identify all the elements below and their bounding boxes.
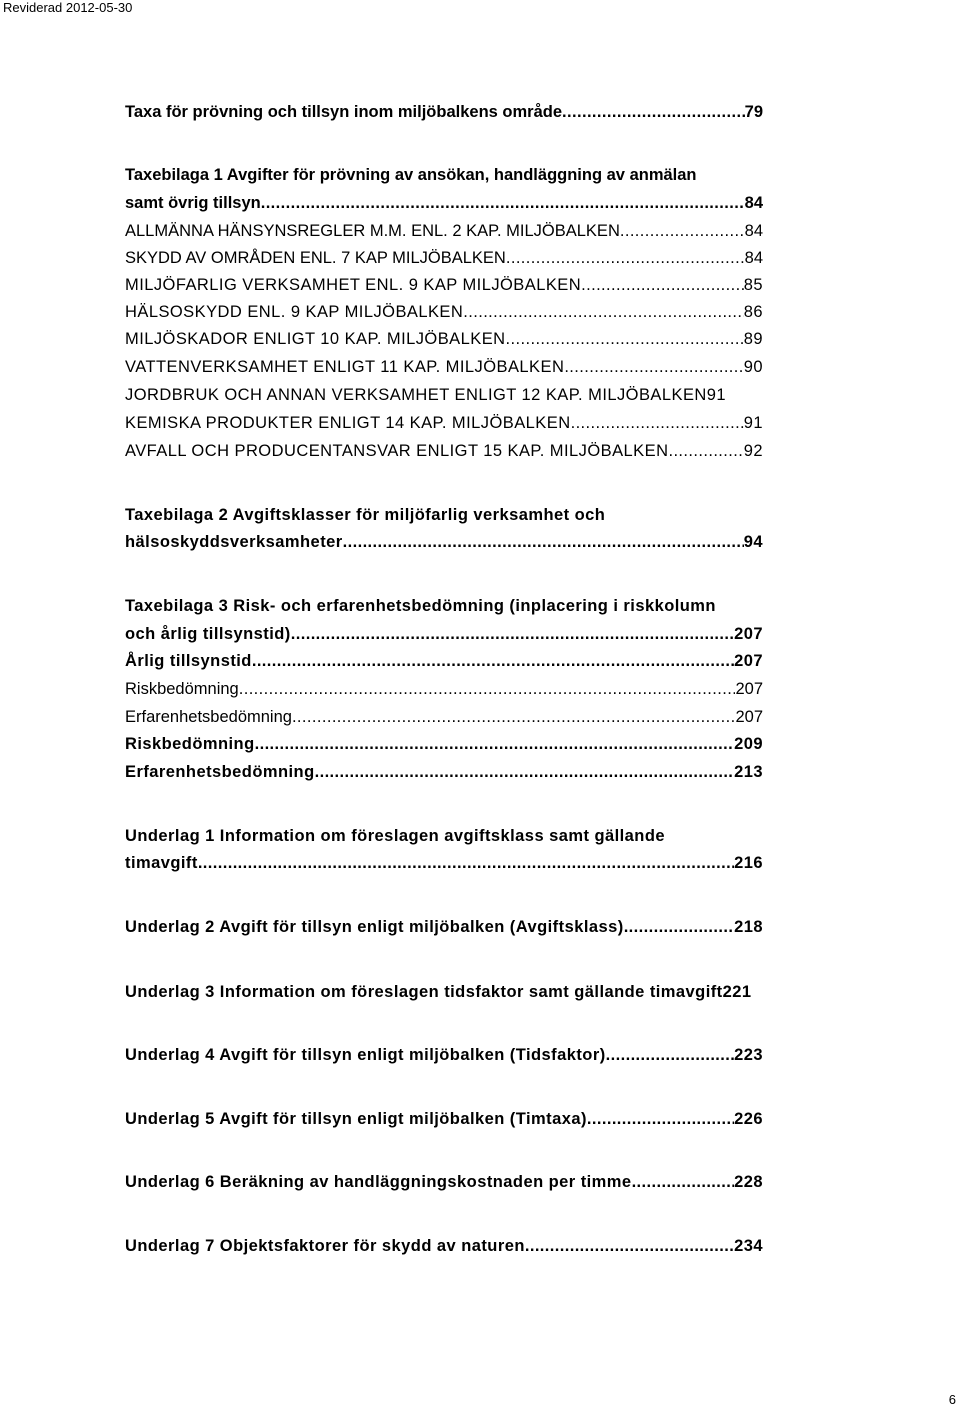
page-number: 6 — [948, 1392, 956, 1407]
toc-entry-page: 86 — [743, 303, 763, 321]
toc-leader — [255, 731, 735, 757]
toc-entry — [125, 190, 763, 216]
toc-leader — [562, 99, 745, 125]
toc-entry-page: 94 — [743, 533, 763, 551]
toc-entry — [125, 914, 763, 940]
toc-entry-page: 85 — [743, 276, 763, 294]
toc-entry — [125, 731, 763, 757]
toc-entry-line: Taxebilaga 2 Avgiftsklasser för miljöfarlig verksamhet och — [125, 506, 606, 524]
toc-entry-page: 207 — [735, 708, 763, 726]
toc-entry-title: Taxa för prövning och tillsyn inom miljöbalkens område — [125, 103, 563, 121]
toc-entry — [125, 1042, 763, 1068]
toc-entry — [125, 529, 763, 555]
toc-entry-title: Underlag 4 Avgift för tillsyn enligt miljöbalken (Tidsfaktor) — [125, 1046, 606, 1064]
toc-entry-page: 207 — [735, 680, 763, 698]
toc-entry-title: HÄLSOSKYDD ENL. 9 KAP MILJÖBALKEN — [125, 303, 464, 321]
toc-entry — [125, 1169, 763, 1195]
toc-entry-title: Erfarenhetsbedömning — [125, 708, 292, 726]
toc-leader — [292, 704, 736, 730]
toc-entry — [125, 676, 763, 702]
toc-leader — [252, 648, 734, 674]
toc-entry — [125, 245, 763, 271]
toc-entry-title: Årlig tillsynstid — [125, 652, 252, 670]
toc-entry-line: Taxebilaga 3 Risk- och erfarenhetsbedömning (inplacering i riskkolumn — [125, 597, 716, 615]
toc-leader — [632, 1169, 735, 1195]
toc-entry-page: 84 — [744, 222, 763, 240]
toc-entry-page: 79 — [744, 103, 763, 121]
toc-entry — [125, 1106, 763, 1132]
toc-entry-page: 91 — [743, 414, 763, 432]
toc-entry-page: 209 — [734, 735, 763, 753]
toc-entry-title: KEMISKA PRODUKTER ENLIGT 14 KAP. MILJÖBALKEN — [125, 414, 571, 432]
toc-leader — [506, 245, 745, 271]
toc-entry-title: Erfarenhetsbedömning — [125, 763, 315, 781]
toc-entry-title: Underlag 6 Beräkning av handläggningskostnaden per timme — [125, 1173, 632, 1191]
toc-entry-title: MILJÖSKADOR ENLIGT 10 KAP. MILJÖBALKEN — [125, 330, 506, 348]
toc-entry-title: Underlag 7 Objektsfaktorer för skydd av naturen — [125, 1237, 525, 1255]
toc-leader — [315, 759, 735, 785]
toc-leader — [581, 272, 744, 298]
toc-entry-line: Taxebilaga 1 Avgifter för prövning av ansökan, handläggning av anmälan — [125, 166, 697, 184]
toc-leader — [291, 621, 734, 647]
toc-entry-page: 92 — [743, 442, 763, 460]
toc-leader — [620, 218, 745, 244]
toc-leader — [239, 676, 736, 702]
toc-entry-title: Riskbedömning — [125, 680, 239, 698]
toc-entry-page: 223 — [734, 1046, 763, 1064]
toc-leader — [571, 410, 744, 436]
toc-leader — [343, 529, 744, 555]
toc-entry-page: 207 — [734, 652, 763, 670]
toc-leader — [506, 326, 744, 352]
toc-leader — [261, 190, 745, 216]
toc-entry — [125, 438, 763, 464]
toc-leader — [624, 914, 734, 940]
toc-entry-title: AVFALL OCH PRODUCENTANSVAR ENLIGT 15 KAP. MILJÖBALKEN — [125, 442, 669, 460]
toc-entry-page: 234 — [734, 1237, 763, 1255]
toc-entry-line: Underlag 1 Information om föreslagen avgiftsklass samt gällande — [125, 827, 665, 845]
toc-entry — [125, 621, 763, 647]
toc-leader — [463, 299, 743, 325]
toc-entry — [125, 326, 763, 352]
toc-leader — [525, 1233, 734, 1259]
toc-entry-title: Underlag 5 Avgift för tillsyn enligt miljöbalken (Timtaxa) — [125, 1110, 587, 1128]
toc-entry-title: samt övrig tillsyn — [125, 194, 261, 212]
toc-entry-page: 216 — [734, 854, 763, 872]
toc-leader — [606, 1042, 734, 1068]
toc-leader — [564, 354, 743, 380]
toc-entry — [125, 99, 763, 125]
toc-entry — [125, 218, 763, 244]
toc-entry-title: och årlig tillsynstid) — [125, 625, 291, 643]
toc-entry: Underlag 3 Information om föreslagen tidsfaktor samt gällande timavgift221 — [125, 983, 752, 1001]
toc-leader — [668, 438, 743, 464]
toc-entry-page: 89 — [743, 330, 763, 348]
toc-entry-title: VATTENVERKSAMHET ENLIGT 11 KAP. MILJÖBALKEN — [125, 358, 565, 376]
toc-entry-page: 207 — [734, 625, 763, 643]
toc-entry — [125, 299, 763, 325]
toc-entry-title: SKYDD AV OMRÅDEN ENL. 7 KAP MILJÖBALKEN — [125, 249, 506, 267]
toc-entry — [125, 850, 763, 876]
page-header: Reviderad 2012-05-30 — [3, 0, 133, 15]
toc-leader — [198, 850, 734, 876]
toc-entry-page: 90 — [743, 358, 763, 376]
toc-entry-page: 226 — [734, 1110, 763, 1128]
toc-entry-title: ALLMÄNNA HÄNSYNSREGLER M.M. ENL. 2 KAP. MILJÖBALKEN — [125, 222, 620, 240]
toc-entry — [125, 704, 763, 730]
toc-entry-title: timavgift — [125, 854, 198, 872]
toc-entry-title: MILJÖFARLIG VERKSAMHET ENL. 9 KAP MILJÖBALKEN — [125, 276, 582, 294]
toc-entry-page: 84 — [744, 194, 763, 212]
toc-entry — [125, 410, 763, 436]
toc-entry — [125, 759, 763, 785]
toc-entry-title: hälsoskyddsverksamheter — [125, 533, 343, 551]
toc-entry: JORDBRUK OCH ANNAN VERKSAMHET ENLIGT 12 KAP. MILJÖBALKEN91 — [125, 386, 727, 404]
toc-entry-page: 84 — [744, 249, 763, 267]
toc-entry — [125, 1233, 763, 1259]
toc-entry-page: 213 — [734, 763, 763, 781]
toc-entry — [125, 648, 763, 674]
toc-entry-page: 228 — [734, 1173, 763, 1191]
toc-entry-page: 218 — [734, 918, 763, 936]
toc-entry-title: Riskbedömning — [125, 735, 255, 753]
toc-entry — [125, 272, 763, 298]
toc-leader — [587, 1106, 734, 1132]
toc-entry — [125, 354, 763, 380]
toc-entry-title: Underlag 2 Avgift för tillsyn enligt miljöbalken (Avgiftsklass) — [125, 918, 624, 936]
